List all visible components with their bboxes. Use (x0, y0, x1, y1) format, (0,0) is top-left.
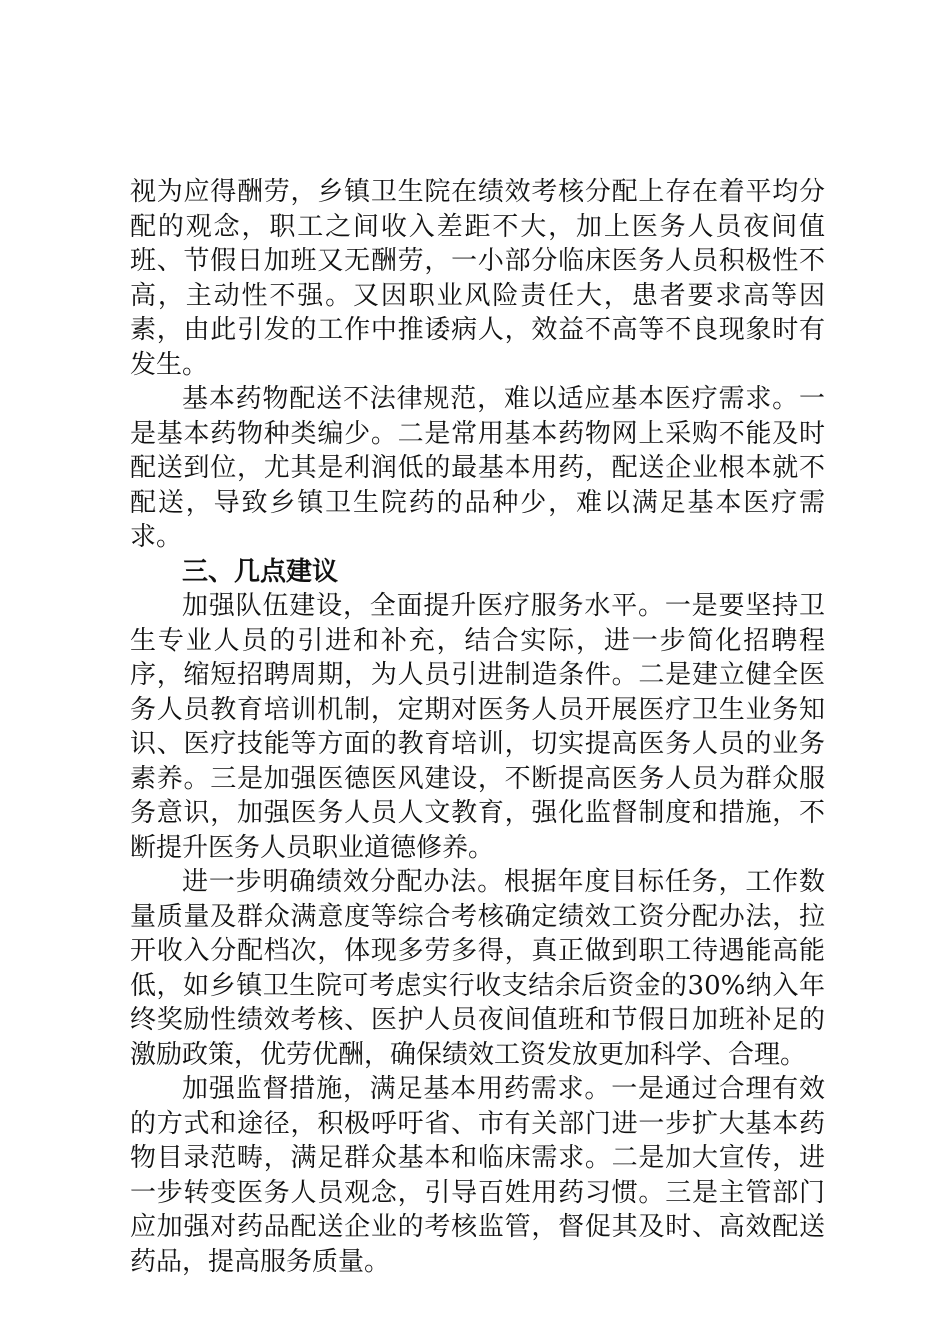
paragraph-performance-distribution: 进一步明确绩效分配办法。根据年度目标任务，工作数量质量及群众满意度等综合考核确定绩效工资分配办法，拉开收入分配档次，体现多劳多得，真正做到职工待遇能高能低，如乡镇卫生院可考虑实行收支结余后资金的30%纳入年终奖励性绩效考核、医护人员夜间值班和节假日加班补足的激励政策，优劳优酬，确保绩效工资发放更加科学、合理。 (130, 867, 825, 1070)
section-heading-suggestions: 三、几点建议 (182, 556, 339, 587)
paragraph-drug-distribution: 基本药物配送不法律规范，难以适应基本医疗需求。一是基本药物种类编少。二是常用基本药物网上采购不能及时配送到位，尤其是利润低的最基本用药，配送企业根本就不配送，导致乡镇卫生院药的品种少，难以满足基本医疗需求。 (130, 384, 825, 552)
paragraph-continuation: 视为应得酬劳，乡镇卫生院在绩效考核分配上存在着平均分配的观念，职工之间收入差距不大，加上医务人员夜间值班、节假日加班又无酬劳，一小部分临床医务人员积极性不高，主动性不强。又因职业风险责任大，患者要求高等因素，由此引发的工作中推诿病人，效益不高等不良现象时有发生。 (130, 177, 825, 380)
document-body (130, 175, 825, 1279)
paragraph-team-building: 加强队伍建设，全面提升医疗服务水平。一是要坚持卫生专业人员的引进和补充，结合实际，进一步简化招聘程序，缩短招聘周期，为人员引进制造条件。二是建立健全医务人员教育培训机制，定期对医务人员开展医疗卫生业务知识、医疗技能等方面的教育培训，切实提高医务人员的业务素养。三是加强医德医风建设，不断提高医务人员为群众服务意识，加强医务人员人文教育，强化监督制度和措施，不断提升医务人员职业道德修养。 (130, 591, 825, 863)
paragraph-supervision-measures: 加强监督措施，满足基本用药需求。一是通过合理有效的方式和途径，积极呼吁省、市有关部门进一步扩大基本药物目录范畴，满足群众基本和临床需求。二是加大宣传，进一步转变医务人员观念，引导百姓用药习惯。三是主管部门应加强对药品配送企业的考核监管，督促其及时、高效配送药品，提高服务质量。 (130, 1074, 825, 1277)
